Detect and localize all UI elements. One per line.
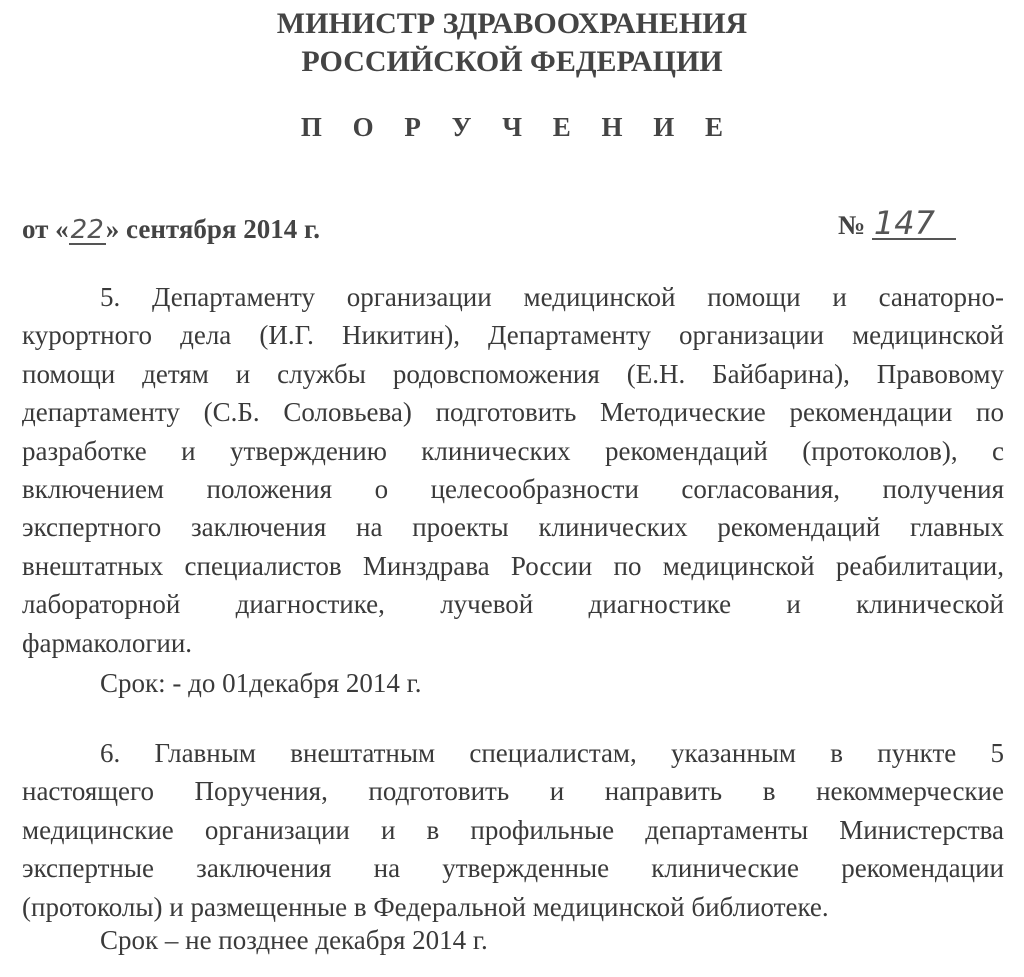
item-6-line: медицинские организации и в профильные департаменты Министерства [22,814,1004,845]
item-5-line: курортного дела (И.Г. Никитин), Департаменту организации медицинской [22,320,1004,351]
item-5-line: лабораторной диагностике, лучевой диагностике и клинической [22,589,1004,620]
item-5-line: департаменту (С.Б. Соловьева) подготовить Методические рекомендации по [22,397,1004,428]
item-5-line: помощи детям и службы родовспоможения (Е.Н. Байбарина), Правовому [22,358,1004,389]
date-prefix: от « [22,214,69,244]
date-day-handwritten: 22 [70,215,104,245]
date-suffix: » сентября 2014 г. [105,214,320,244]
item-5-line: внештатных специалистов Минздрава России по медицинской реабилитации, [22,550,1004,581]
item-6-paragraph [22,734,1004,926]
item-6-line: экспертные заключения на утвержденные клинические рекомендации [22,853,1004,884]
item-5-line: разработке и утверждению клинических рекомендаций (протоколов), с [22,435,1004,466]
number-value-handwritten: 147 [872,208,956,240]
item-5-deadline: Срок: - до 01декабря 2014 г. [100,668,422,698]
header-title-line1: МИНИСТР ЗДРАВООХРАНЕНИЯ [276,7,748,40]
number-sign: № [838,210,866,240]
item-5-line: включением положения о целесообразности согласования, получения [22,473,1004,504]
item-5-line: фармакологии. [22,627,193,658]
document-type-title: П О Р У Ч Е Н И Е [300,112,736,142]
item-5-line: 5. Департаменту организации медицинской помощи и санаторно- [100,282,1004,312]
item-6-line: (протоколы) и размещенные в Федеральной медицинской библиотеке. [22,891,829,922]
item-6-line: настоящего Поручения, подготовить и направить в некоммерческие [22,776,1004,807]
item-5-line: экспертного заключения на проекты клинических рекомендаций главных [22,512,1004,543]
header-title-line2: РОССИЙСКОЙ ФЕДЕРАЦИИ [301,45,723,78]
item-5-paragraph [22,278,1004,662]
item-6-deadline: Срок – не позднее декабря 2014 г. [100,925,488,955]
document-number [838,204,956,242]
document-date [22,214,320,245]
item-6-line: 6. Главным внештатным специалистам, указанным в пункте 5 [100,738,1004,768]
